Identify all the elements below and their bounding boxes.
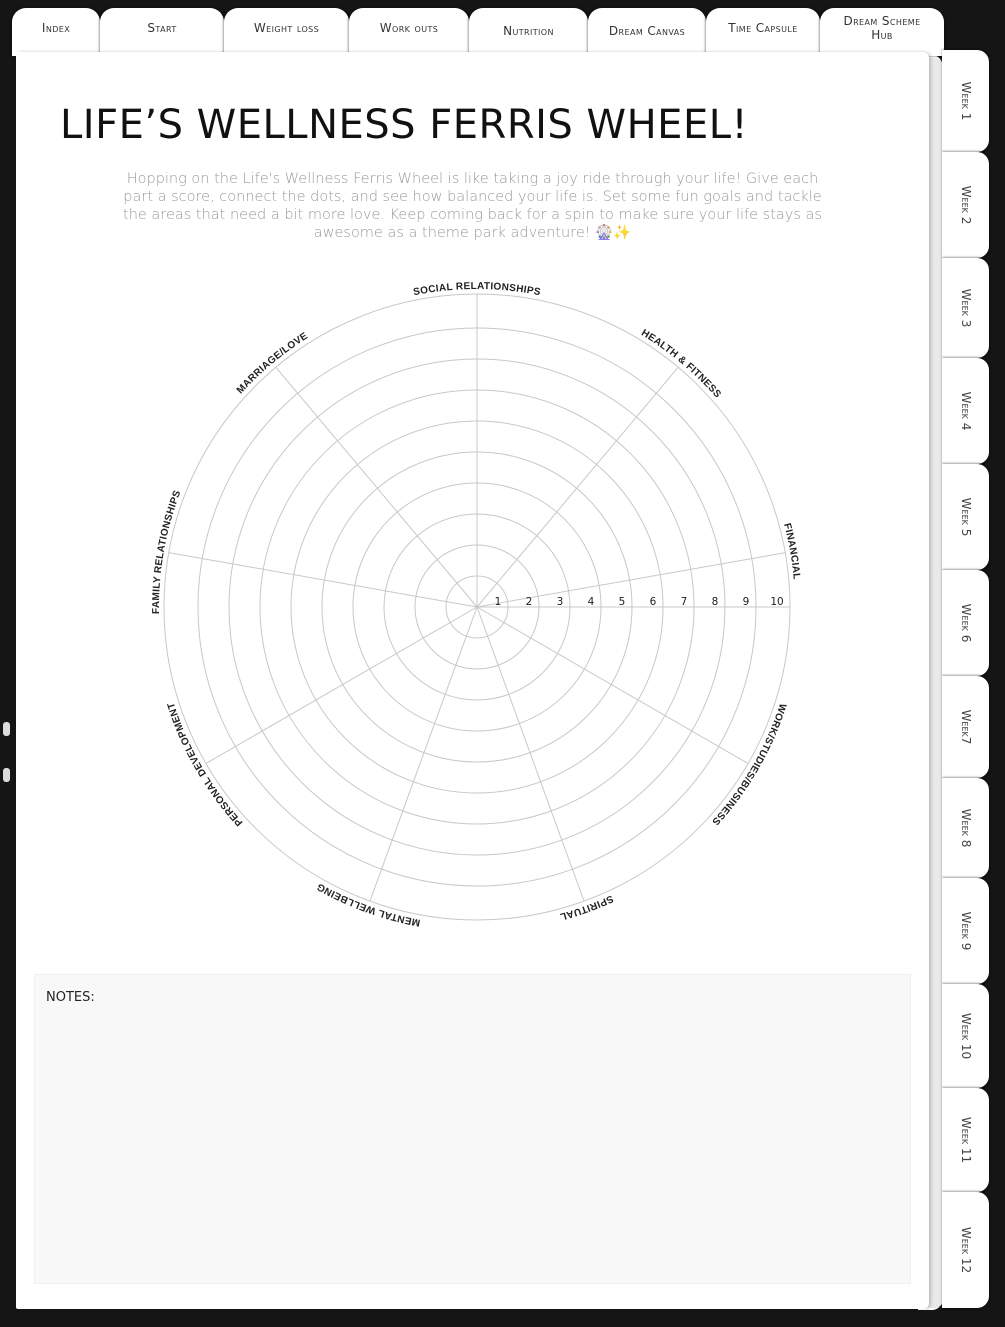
tab-label: Week 11: [958, 1116, 973, 1164]
tab-start[interactable]: [100, 8, 224, 56]
tab-week-11[interactable]: [942, 1088, 989, 1192]
tab-dream-scheme-hub[interactable]: [820, 8, 944, 56]
page-title: LIFE’S WELLNESS FERRIS WHEEL!: [60, 102, 749, 148]
binder-ring-mark: [3, 768, 10, 782]
tab-work-outs[interactable]: [349, 8, 469, 56]
wheel-spoke: [169, 553, 477, 607]
scale-label: 10: [770, 596, 784, 608]
tab-weight-loss[interactable]: [224, 8, 349, 56]
scale-label: 9: [742, 596, 750, 608]
tab-week-1[interactable]: [942, 50, 989, 152]
category-label: MENTAL WELLBEING: [315, 880, 422, 928]
wellness-wheel: [140, 270, 820, 950]
scale-label: 4: [587, 596, 595, 608]
tab-week-6[interactable]: [942, 570, 989, 676]
intro-text: Hopping on the Life's Wellness Ferris Wheel is like taking a joy ride through your life! Give each part a score, connect the dots, and see how balanced your life is. Set some fun goals and tackle the areas that need a bit more love. Keep coming back for a spin to make sure your life stays as awesome as a theme park adventure! 🎡✨: [123, 171, 822, 241]
notes-label: NOTES:: [46, 990, 95, 1005]
tab-label: Week 4: [958, 391, 973, 431]
tab-week-5[interactable]: [942, 464, 989, 570]
tab-label: Week 1: [958, 81, 973, 121]
tab-label: Week 12: [958, 1226, 973, 1274]
notes-box: [34, 974, 911, 1284]
tab-week-4[interactable]: [942, 358, 989, 464]
category-label: WORK/STUDIES/BUSINESS: [709, 701, 788, 828]
tab-label: Dream Canvas: [608, 24, 686, 39]
tab-label: Week 6: [958, 603, 973, 643]
wheel-spoke: [477, 607, 748, 764]
scale-label: 5: [618, 596, 626, 608]
tab-week-12[interactable]: [942, 1192, 989, 1308]
wheel-spoke: [370, 607, 477, 901]
wheel-spoke: [477, 553, 785, 607]
category-label: FINANCIAL: [781, 522, 802, 581]
tab-week-10[interactable]: [942, 984, 989, 1088]
category-label: MARRIAGE/LOVE: [234, 330, 311, 397]
tab-index[interactable]: [12, 8, 100, 56]
tab-label: Week 5: [958, 497, 973, 537]
tab-label: Work outs: [379, 21, 439, 36]
tab-label: Weight loss: [253, 21, 320, 36]
tab-week-7[interactable]: [942, 676, 989, 778]
scale-label: 6: [649, 596, 657, 608]
tab-label: Week 2: [958, 185, 973, 225]
tab-label: Index: [41, 21, 71, 36]
wheel-spoke: [477, 607, 584, 901]
category-label: SOCIAL RELATIONSHIPS: [412, 280, 542, 299]
scale-label: 2: [525, 596, 533, 608]
scale-label: 3: [556, 596, 564, 608]
wheel-spoke: [206, 607, 477, 764]
tab-dream-canvas[interactable]: [588, 8, 706, 56]
category-label: FAMILY RELATIONSHIPS: [150, 488, 184, 615]
tab-nutrition[interactable]: [469, 8, 588, 56]
tab-label: Week 9: [958, 911, 973, 951]
category-label: PERSONAL DEVELOPMENT: [165, 700, 246, 828]
tab-label: Week 8: [958, 808, 973, 848]
tab-week-9[interactable]: [942, 878, 989, 984]
tab-week-2[interactable]: [942, 152, 989, 258]
tab-label: Time Capsule: [728, 21, 798, 36]
notes-input[interactable]: [35, 1015, 910, 1283]
binder-ring-mark: [3, 722, 10, 736]
scale-label: 8: [711, 596, 719, 608]
tab-label: Week 10: [958, 1012, 973, 1060]
tab-label: Nutrition: [503, 24, 554, 39]
tab-label: Week7: [958, 709, 973, 745]
category-label: SPIRITUAL: [558, 892, 615, 922]
tab-week-3[interactable]: [942, 258, 989, 358]
tab-week-8[interactable]: [942, 778, 989, 878]
category-label: HEALTH & FITNESS: [639, 327, 723, 401]
tab-label: Start: [147, 21, 177, 36]
tab-time-capsule[interactable]: [706, 8, 820, 56]
scale-label: 7: [680, 596, 688, 608]
scale-label: 1: [494, 596, 502, 608]
tab-label: Dream Scheme Hub: [843, 14, 921, 42]
tab-label: Week 3: [958, 288, 973, 328]
